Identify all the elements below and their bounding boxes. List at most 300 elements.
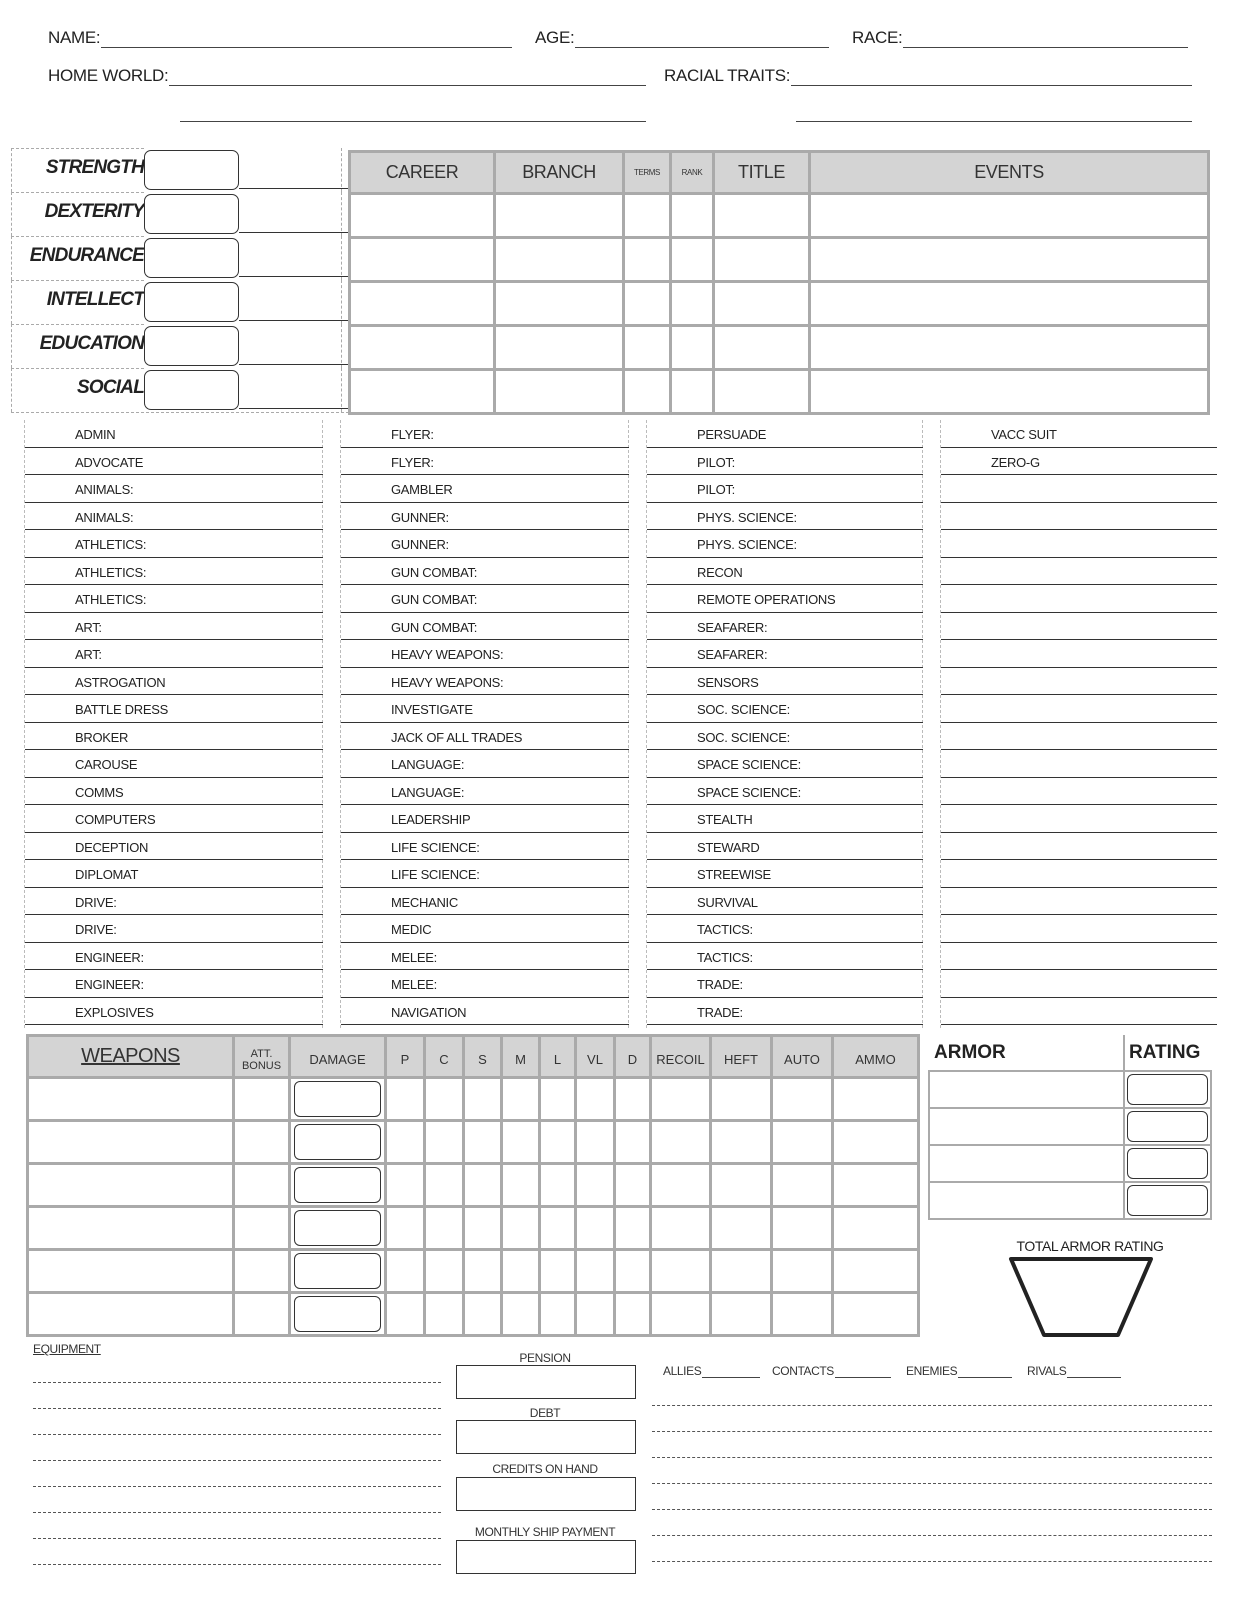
weapon-cell[interactable] — [28, 1250, 234, 1293]
armor-cell[interactable] — [929, 1071, 1124, 1108]
skill-row[interactable] — [25, 668, 323, 696]
weapon-cell[interactable] — [651, 1121, 711, 1164]
damage-box[interactable] — [294, 1167, 381, 1203]
skill-label: SURVIVAL — [697, 894, 758, 910]
events-cell[interactable] — [810, 282, 1209, 326]
weapon-cell[interactable] — [651, 1250, 711, 1293]
weapon-cell[interactable] — [615, 1164, 651, 1207]
write-line[interactable] — [652, 1483, 1212, 1484]
skill-row[interactable] — [341, 723, 629, 751]
career-cell[interactable] — [350, 194, 495, 238]
weapon-cell[interactable] — [28, 1164, 234, 1207]
skill-row[interactable] — [341, 668, 629, 696]
skill-label: REMOTE OPERATIONS — [697, 592, 836, 607]
skill-row[interactable] — [941, 915, 1217, 943]
home-world-label: HOME WORLD: — [48, 66, 169, 85]
skill-label: DECEPTION — [75, 839, 149, 855]
skill-row[interactable] — [941, 750, 1217, 778]
weapon-cell[interactable] — [386, 1164, 425, 1207]
skill-row[interactable] — [341, 530, 629, 558]
armor-cell[interactable] — [929, 1145, 1124, 1182]
attr-row-social — [11, 368, 339, 412]
skill-row[interactable] — [647, 640, 923, 668]
weapon-cell[interactable] — [28, 1207, 234, 1250]
armor-row — [929, 1071, 1211, 1108]
skill-row[interactable] — [941, 503, 1217, 531]
weapon-cell[interactable] — [464, 1207, 502, 1250]
weapon-cell[interactable] — [425, 1250, 464, 1293]
rating-box[interactable] — [1127, 1185, 1208, 1216]
weapon-cell[interactable] — [502, 1164, 540, 1207]
weapon-cell[interactable] — [833, 1293, 919, 1336]
home-world-line-2[interactable] — [180, 121, 646, 122]
skill-row[interactable] — [647, 448, 923, 476]
weapon-cell[interactable] — [711, 1078, 772, 1121]
skill-label: DRIVE: — [75, 922, 117, 937]
weapon-cell[interactable] — [576, 1207, 615, 1250]
skill-row[interactable] — [25, 778, 323, 806]
armor-cell[interactable] — [929, 1108, 1124, 1145]
weapon-cell[interactable] — [651, 1207, 711, 1250]
write-line[interactable] — [33, 1382, 441, 1383]
age-field[interactable] — [535, 28, 829, 48]
branch-cell[interactable] — [495, 326, 624, 370]
skill-label: LANGUAGE: — [391, 757, 465, 772]
total-armor-shield[interactable] — [1008, 1256, 1154, 1338]
skill-row[interactable] — [25, 860, 323, 888]
skill-row[interactable] — [647, 668, 923, 696]
skill-row[interactable] — [25, 915, 323, 943]
weapon-cell[interactable] — [540, 1121, 576, 1164]
name-line[interactable] — [101, 32, 512, 48]
skill-label: LIFE SCIENCE: — [391, 867, 480, 882]
title-cell[interactable] — [714, 238, 810, 282]
skill-row[interactable] — [25, 970, 323, 998]
damage-box[interactable] — [294, 1253, 381, 1289]
skill-row[interactable] — [941, 530, 1217, 558]
skill-row[interactable] — [647, 695, 923, 723]
weapon-cell[interactable] — [502, 1207, 540, 1250]
weapon-cell[interactable] — [464, 1164, 502, 1207]
weapon-cell[interactable] — [772, 1121, 833, 1164]
write-line[interactable] — [33, 1538, 441, 1539]
skill-row[interactable] — [341, 970, 629, 998]
skill-label: JACK OF ALL TRADES — [391, 729, 523, 745]
weapon-cell[interactable] — [234, 1121, 290, 1164]
rank-cell[interactable] — [671, 194, 714, 238]
skill-row[interactable] — [647, 503, 923, 531]
events-header: EVENTS — [810, 152, 1209, 194]
attr-row-education — [11, 324, 339, 368]
att-bonus-line2: BONUS — [241, 1059, 282, 1072]
damage-box[interactable] — [294, 1124, 381, 1160]
weapon-cell[interactable] — [615, 1121, 651, 1164]
skill-row[interactable] — [647, 833, 923, 861]
weapon-cell[interactable] — [576, 1078, 615, 1121]
rivals-field[interactable] — [1027, 1364, 1121, 1378]
skill-row[interactable] — [647, 613, 923, 641]
weapon-cell[interactable] — [576, 1164, 615, 1207]
skill-label: ANIMALS: — [75, 509, 134, 525]
pension-box[interactable] — [456, 1365, 636, 1399]
weapon-cell[interactable] — [772, 1078, 833, 1121]
damage-box[interactable] — [294, 1081, 381, 1117]
skill-row[interactable] — [941, 860, 1217, 888]
skill-row[interactable] — [341, 833, 629, 861]
weapon-cell[interactable] — [833, 1121, 919, 1164]
skill-row[interactable] — [25, 530, 323, 558]
rank-cell[interactable] — [671, 370, 714, 414]
credits-label: CREDITS ON HAND — [492, 1462, 598, 1476]
skill-row[interactable] — [647, 475, 923, 503]
weapon-cell[interactable] — [386, 1207, 425, 1250]
skill-row[interactable] — [341, 778, 629, 806]
weapon-cell[interactable] — [576, 1293, 615, 1336]
skill-label: LIFE SCIENCE: — [391, 839, 480, 855]
skill-row[interactable] — [941, 970, 1217, 998]
write-line[interactable] — [33, 1408, 441, 1409]
weapon-cell[interactable] — [464, 1293, 502, 1336]
skill-row[interactable] — [25, 640, 323, 668]
skill-row[interactable] — [647, 778, 923, 806]
age-line[interactable] — [575, 32, 829, 48]
skill-row[interactable] — [647, 860, 923, 888]
events-cell[interactable] — [810, 238, 1209, 282]
weapon-cell[interactable] — [772, 1207, 833, 1250]
skill-row[interactable] — [341, 585, 629, 613]
skill-row[interactable] — [25, 943, 323, 971]
recoil-header: RECOIL — [651, 1036, 711, 1078]
rating-header: RATING — [1124, 1035, 1211, 1071]
weapon-cell[interactable] — [234, 1164, 290, 1207]
skill-row[interactable] — [341, 750, 629, 778]
skill-row[interactable] — [341, 860, 629, 888]
skill-row[interactable] — [941, 778, 1217, 806]
branch-cell[interactable] — [495, 238, 624, 282]
write-line[interactable] — [33, 1460, 441, 1461]
race-line[interactable] — [903, 32, 1188, 48]
home-world-line[interactable] — [169, 70, 646, 86]
skill-row[interactable] — [941, 888, 1217, 916]
skill-row[interactable] — [341, 503, 629, 531]
skill-row[interactable] — [341, 805, 629, 833]
rating-box[interactable] — [1127, 1074, 1208, 1105]
weapon-cell[interactable] — [28, 1078, 234, 1121]
skill-row[interactable] — [647, 998, 923, 1026]
weapon-cell[interactable] — [464, 1250, 502, 1293]
write-line[interactable] — [652, 1405, 1212, 1406]
skill-row[interactable] — [647, 888, 923, 916]
credits-box[interactable] — [456, 1477, 636, 1511]
home-world-field[interactable] — [48, 66, 646, 86]
attr-box-strength[interactable] — [144, 150, 239, 190]
terms-cell[interactable] — [624, 238, 671, 282]
weapon-cell[interactable] — [502, 1078, 540, 1121]
write-line[interactable] — [33, 1434, 441, 1435]
ship-payment-box[interactable] — [456, 1540, 636, 1574]
skill-row[interactable] — [941, 833, 1217, 861]
weapon-cell[interactable] — [386, 1121, 425, 1164]
weapon-cell[interactable] — [711, 1121, 772, 1164]
weapon-cell[interactable] — [540, 1207, 576, 1250]
weapon-cell[interactable] — [425, 1207, 464, 1250]
armor-row — [929, 1108, 1211, 1145]
skill-row[interactable] — [941, 805, 1217, 833]
skill-row[interactable] — [25, 723, 323, 751]
career-header: CAREER — [350, 152, 495, 194]
skill-row[interactable] — [25, 750, 323, 778]
allies-field[interactable] — [663, 1364, 760, 1378]
skill-row[interactable] — [647, 970, 923, 998]
skill-row[interactable] — [647, 915, 923, 943]
skill-row[interactable] — [941, 448, 1217, 476]
skill-label: RECON — [697, 564, 743, 580]
branch-cell[interactable] — [495, 370, 624, 414]
weapon-cell[interactable] — [711, 1293, 772, 1336]
attr-box-social[interactable] — [144, 370, 239, 410]
skill-row[interactable] — [25, 613, 323, 641]
weapon-cell[interactable] — [576, 1121, 615, 1164]
skill-row[interactable] — [647, 750, 923, 778]
events-cell[interactable] — [810, 326, 1209, 370]
weapon-cell[interactable] — [615, 1250, 651, 1293]
weapon-cell[interactable] — [28, 1293, 234, 1336]
terms-cell[interactable] — [624, 282, 671, 326]
weapon-cell[interactable] — [425, 1164, 464, 1207]
skill-row[interactable] — [341, 640, 629, 668]
skill-row[interactable] — [647, 943, 923, 971]
write-line[interactable] — [652, 1509, 1212, 1510]
skill-label: TACTICS: — [697, 949, 753, 965]
skill-row[interactable] — [941, 668, 1217, 696]
write-line[interactable] — [652, 1457, 1212, 1458]
title-cell[interactable] — [714, 326, 810, 370]
events-cell[interactable] — [810, 194, 1209, 238]
skill-row[interactable] — [341, 448, 629, 476]
skill-row[interactable] — [647, 420, 923, 448]
skill-row[interactable] — [341, 695, 629, 723]
weapon-cell[interactable] — [234, 1250, 290, 1293]
weapon-cell[interactable] — [833, 1078, 919, 1121]
attr-box-dexterity[interactable] — [144, 194, 239, 234]
weapon-cell[interactable] — [540, 1293, 576, 1336]
write-line[interactable] — [652, 1535, 1212, 1536]
weapon-cell[interactable] — [502, 1250, 540, 1293]
skill-row[interactable] — [941, 723, 1217, 751]
weapon-cell[interactable] — [502, 1121, 540, 1164]
write-line[interactable] — [33, 1512, 441, 1513]
weapon-cell[interactable] — [425, 1078, 464, 1121]
write-line[interactable] — [652, 1431, 1212, 1432]
attr-box-endurance[interactable] — [144, 238, 239, 278]
skill-row[interactable] — [25, 833, 323, 861]
career-cell[interactable] — [350, 238, 495, 282]
skill-label: DRIVE: — [75, 894, 117, 910]
weapon-cell[interactable] — [711, 1164, 772, 1207]
write-line[interactable] — [33, 1486, 441, 1487]
weapon-cell[interactable] — [540, 1250, 576, 1293]
weapon-cell[interactable] — [772, 1164, 833, 1207]
contacts-field[interactable] — [772, 1364, 891, 1378]
rating-box[interactable] — [1127, 1111, 1208, 1142]
skill-row[interactable] — [941, 998, 1217, 1026]
skill-row[interactable] — [341, 475, 629, 503]
attr-label-endurance: ENDURANCE — [29, 245, 144, 266]
terms-cell[interactable] — [624, 194, 671, 238]
rating-box[interactable] — [1127, 1148, 1208, 1179]
weapon-cell[interactable] — [615, 1207, 651, 1250]
range-p-header: P — [386, 1036, 425, 1078]
skill-row[interactable] — [941, 943, 1217, 971]
skill-label: FLYER: — [391, 454, 434, 470]
skill-row[interactable] — [647, 723, 923, 751]
range-s-header: S — [464, 1036, 502, 1078]
skill-row[interactable] — [341, 943, 629, 971]
weapon-cell[interactable] — [386, 1293, 425, 1336]
skill-row[interactable] — [341, 613, 629, 641]
skill-row[interactable] — [647, 805, 923, 833]
title-cell[interactable] — [714, 370, 810, 414]
events-cell[interactable] — [810, 370, 1209, 414]
weapon-cell[interactable] — [502, 1293, 540, 1336]
skill-row[interactable] — [647, 585, 923, 613]
skill-row[interactable] — [341, 888, 629, 916]
weapon-cell[interactable] — [772, 1293, 833, 1336]
weapon-row — [28, 1207, 919, 1250]
attr-box-education[interactable] — [144, 326, 239, 366]
skill-row[interactable] — [647, 530, 923, 558]
attr-box-intellect[interactable] — [144, 282, 239, 322]
skill-row[interactable] — [341, 915, 629, 943]
weapon-cell[interactable] — [540, 1164, 576, 1207]
skill-row[interactable] — [25, 558, 323, 586]
weapon-cell[interactable] — [651, 1164, 711, 1207]
rank-cell[interactable] — [671, 282, 714, 326]
weapon-cell[interactable] — [234, 1078, 290, 1121]
weapon-cell[interactable] — [28, 1121, 234, 1164]
skill-row[interactable] — [341, 558, 629, 586]
skill-row[interactable] — [25, 503, 323, 531]
weapon-cell[interactable] — [234, 1293, 290, 1336]
weapon-cell[interactable] — [540, 1078, 576, 1121]
weapon-cell[interactable] — [576, 1250, 615, 1293]
skill-row[interactable] — [941, 558, 1217, 586]
enemies-label: ENEMIES — [906, 1364, 958, 1378]
skill-label: PILOT: — [697, 482, 735, 497]
weapon-cell[interactable] — [711, 1207, 772, 1250]
skill-row[interactable] — [25, 998, 323, 1026]
title-header: TITLE — [714, 152, 810, 194]
skill-label: TRADE: — [697, 977, 743, 992]
weapon-cell[interactable] — [651, 1078, 711, 1121]
skill-row[interactable] — [941, 475, 1217, 503]
weapon-cell[interactable] — [711, 1250, 772, 1293]
contacts-label: CONTACTS — [772, 1364, 834, 1378]
weapon-cell[interactable] — [234, 1207, 290, 1250]
weapon-cell[interactable] — [833, 1164, 919, 1207]
skill-label: SENSORS — [697, 674, 759, 690]
weapon-cell[interactable] — [425, 1121, 464, 1164]
rank-cell[interactable] — [671, 238, 714, 282]
name-field[interactable] — [48, 28, 512, 48]
rank-header: RANK — [671, 152, 714, 194]
skill-row[interactable] — [25, 475, 323, 503]
attr-label-education: EDUCATION — [39, 333, 144, 354]
weapon-cell[interactable] — [386, 1078, 425, 1121]
skill-label: SEAFARER: — [697, 619, 768, 635]
skill-label: BROKER — [75, 729, 129, 745]
skill-row[interactable] — [941, 613, 1217, 641]
weapon-cell[interactable] — [833, 1250, 919, 1293]
damage-box[interactable] — [294, 1210, 381, 1246]
skill-row[interactable] — [941, 640, 1217, 668]
skill-row[interactable] — [25, 585, 323, 613]
weapon-cell[interactable] — [386, 1250, 425, 1293]
weapon-cell[interactable] — [651, 1293, 711, 1336]
enemies-field[interactable] — [906, 1364, 1012, 1378]
title-cell[interactable] — [714, 282, 810, 326]
write-line[interactable] — [652, 1561, 1212, 1562]
damage-box[interactable] — [294, 1296, 381, 1332]
skill-row[interactable] — [25, 695, 323, 723]
skill-row[interactable] — [25, 805, 323, 833]
race-field[interactable] — [852, 28, 1188, 48]
career-row — [350, 238, 1209, 282]
skill-row[interactable] — [647, 558, 923, 586]
career-cell[interactable] — [350, 370, 495, 414]
branch-header: BRANCH — [495, 152, 624, 194]
skill-row[interactable] — [941, 420, 1217, 448]
skill-row[interactable] — [25, 420, 323, 448]
skill-row[interactable] — [25, 448, 323, 476]
weapon-row — [28, 1121, 919, 1164]
career-cell[interactable] — [350, 282, 495, 326]
skill-label: ENGINEER: — [75, 977, 144, 992]
weapon-cell[interactable] — [833, 1207, 919, 1250]
debt-box[interactable] — [456, 1420, 636, 1454]
branch-cell[interactable] — [495, 194, 624, 238]
skill-row[interactable] — [941, 695, 1217, 723]
weapon-cell[interactable] — [615, 1293, 651, 1336]
racial-traits-line[interactable] — [791, 70, 1192, 86]
skill-label: GUNNER: — [391, 537, 449, 552]
terms-cell[interactable] — [624, 326, 671, 370]
weapon-cell[interactable] — [615, 1078, 651, 1121]
range-m-header: M — [502, 1036, 540, 1078]
skill-row[interactable] — [341, 420, 629, 448]
terms-cell[interactable] — [624, 370, 671, 414]
weapon-cell[interactable] — [464, 1121, 502, 1164]
weapon-cell[interactable] — [425, 1293, 464, 1336]
skill-row[interactable] — [341, 998, 629, 1026]
write-line[interactable] — [33, 1564, 441, 1565]
armor-cell[interactable] — [929, 1182, 1124, 1219]
skill-row[interactable] — [25, 888, 323, 916]
skill-row[interactable] — [941, 585, 1217, 613]
title-cell[interactable] — [714, 194, 810, 238]
racial-traits-line-2[interactable] — [796, 121, 1192, 122]
skill-label: NAVIGATION — [391, 1004, 467, 1020]
career-cell[interactable] — [350, 326, 495, 370]
weapon-cell[interactable] — [772, 1250, 833, 1293]
racial-traits-field[interactable] — [664, 66, 1192, 86]
skill-label: PERSUADE — [697, 427, 767, 442]
rank-cell[interactable] — [671, 326, 714, 370]
branch-cell[interactable] — [495, 282, 624, 326]
weapon-row — [28, 1250, 919, 1293]
terms-header: TERMS — [624, 152, 671, 194]
weapon-cell[interactable] — [464, 1078, 502, 1121]
